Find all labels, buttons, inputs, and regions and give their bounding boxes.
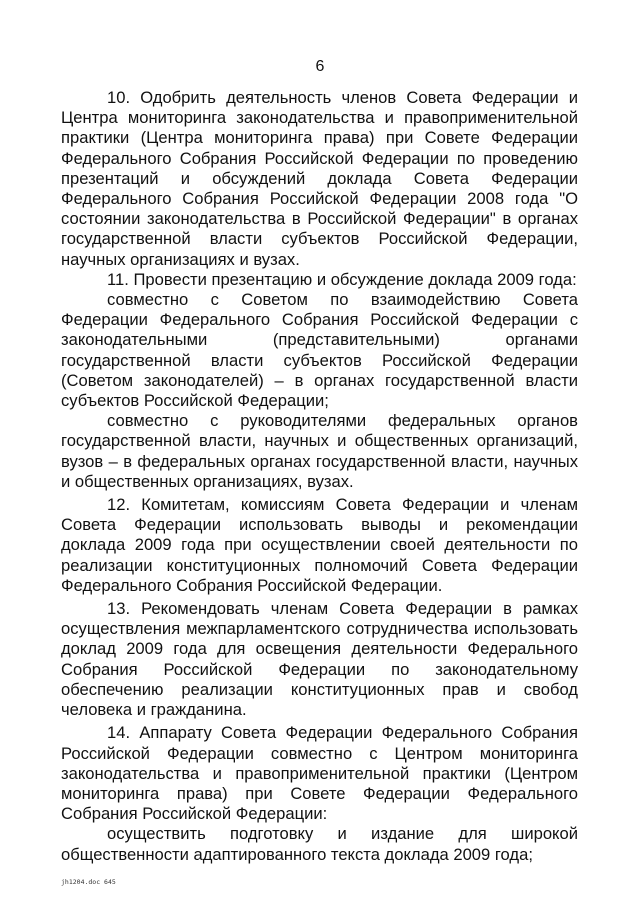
paragraph-11-item-2: совместно с руководителями федеральных органов государственной власти, научных и общественных организаций, вузов – в федеральных органах государственной власти, научных и общественных организациях, вузах. [61, 411, 578, 491]
document-body [61, 88, 578, 865]
paragraph-11: 11. Провести презентацию и обсуждение доклада 2009 года: [107, 269, 577, 289]
paragraph-11-item-1: совместно с Советом по взаимодействию Совета Федерации Федерального Собрания Российской Федерации с законодательными (представительными) органами государственной власти субъектов Российской Федерации (Советом законодателей) – в органах государственной власти субъектов Российской Федерации; [61, 290, 578, 411]
paragraph-14: 14. Аппарату Совета Федерации Федерального Собрания Российской Федерации совместно с Центром мониторинга законодательства и правоприменительной практики (Центром мониторинга права) при Совете Федерации Федерального Собрания Российской Федерации: [61, 723, 578, 824]
paragraph-13: 13. Рекомендовать членам Совета Федерации в рамках осуществления межпарламентского сотрудничества использовать доклад 2009 года для освещения деятельности Федерального Собрания Российской Федерации по законодательному обеспечению реализации конституционных прав и свобод человека и гражданина. [61, 599, 578, 720]
paragraph-14-item-1: осуществить подготовку и издание для широкой общественности адаптированного текста доклада 2009 года; [61, 824, 578, 864]
paragraph-12: 12. Комитетам, комиссиям Совета Федерации и членам Совета Федерации использовать выводы и рекомендации доклада 2009 года при осуществлении своей деятельности по реализации конституционных полномочий Совета Федерации Федерального Собрания Российской Федерации. [61, 495, 578, 595]
file-footer: jh1204.doc 645 [61, 878, 116, 886]
page-number: 6 [315, 58, 325, 75]
paragraph-10: 10. Одобрить деятельность членов Совета Федерации и Центра мониторинга законодательства и правоприменительной практики (Центра мониторинга права) при Совете Федерации Федерального Собрания Российской Федерации по проведению презентаций и обсуждений доклада Совета Федерации Федерального Собрания Российской Федерации 2008 года "О состоянии законодательства в Российской Федерации" в органах государственной власти субъектов Российской Федерации, научных организациях и вузах. [61, 88, 578, 269]
